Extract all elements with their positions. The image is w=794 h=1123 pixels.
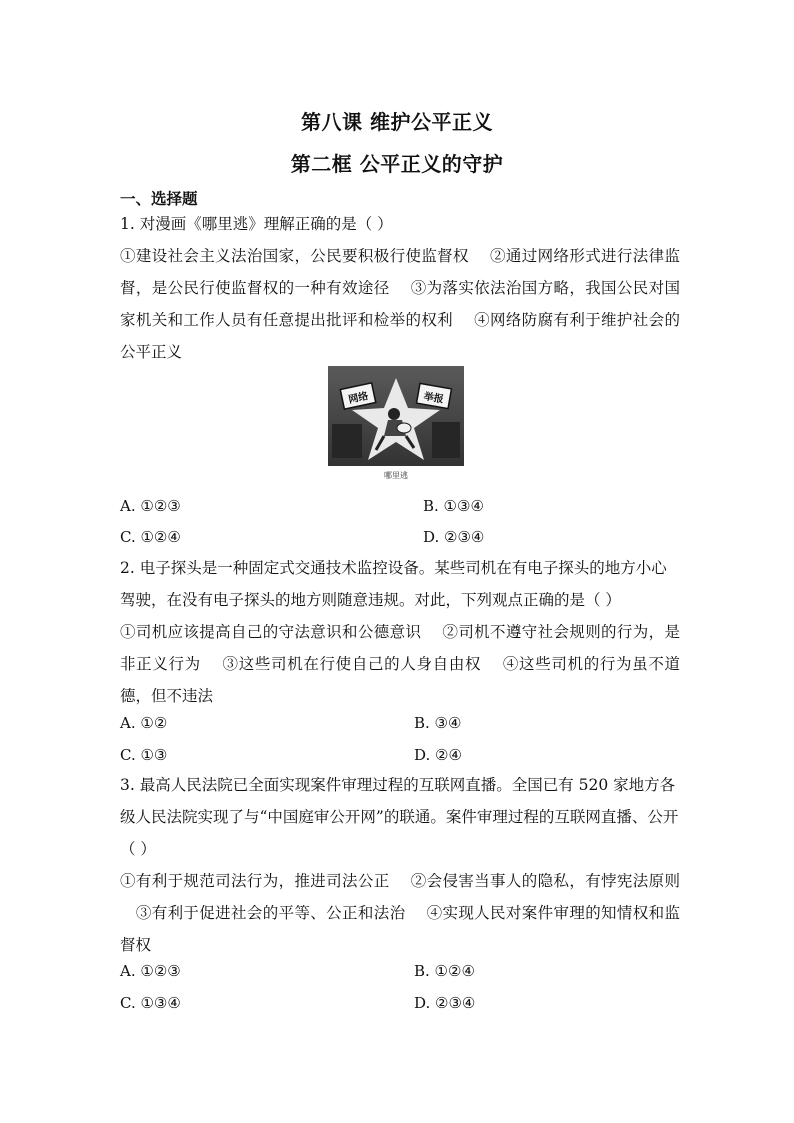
question-2-option-a[interactable]: A. ①② [120, 714, 168, 732]
cartoon-right-sign: 举报 [422, 391, 445, 406]
question-1-statements: ①建设社会主义法治国家，公民要积极行使监督权 ②通过网络形式进行法律监督，是公民行使监督权的一种有效途径 ③为落实依法治国方略，我国公民对国家机关和工作人员有任意提出批评和检举的权利 ④网络防腐有利于维护社会的公平正义 [120, 247, 680, 361]
question-1-option-d[interactable]: D. ②③④ [423, 528, 485, 546]
question-3-option-d[interactable]: D. ②③④ [414, 994, 476, 1012]
cartoon-image [328, 366, 464, 482]
question-1-option-c[interactable]: C. ①②④ [120, 528, 181, 546]
lesson-title: 第八课 维护公平正义 [301, 110, 493, 134]
question-2 [120, 552, 680, 712]
cartoon-caption: 哪里逃 [384, 471, 408, 480]
question-2-option-d[interactable]: D. ②④ [414, 746, 462, 764]
question-3-option-b[interactable]: B. ①②④ [414, 962, 475, 980]
question-1-option-b[interactable]: B. ①③④ [423, 497, 484, 515]
question-3-option-c[interactable]: C. ①③④ [120, 994, 181, 1012]
question-3-statements: ①有利于规范司法行为，推进司法公正 ②会侵害当事人的隐私，有悖宪法原则 ③有利于促进社会的平等、公正和法治 ④实现人民对案件审理的知情权和监督权 [120, 872, 680, 954]
question-3-option-a[interactable]: A. ①②③ [120, 962, 181, 980]
question-3 [120, 769, 680, 961]
question-2-stem: 2. 电子探头是一种固定式交通技术监控设备。某些司机在有电子探头的地方小心驾驶，在没有电子探头的地方则随意违规。对此，下列观点正确的是（ ） [120, 559, 667, 609]
section-title: 第二框 公平正义的守护 [290, 152, 504, 176]
question-1 [120, 208, 680, 368]
question-2-option-c[interactable]: C. ①③ [120, 746, 168, 764]
section-heading: 一、选择题 [120, 190, 198, 208]
question-3-stem: 3. 最高人民法院已全面实现案件审理过程的互联网直播。全国已有 520 家地方各级人民法院实现了与“中国庭审公开网”的联通。案件审理过程的互联网直播、公开（ ） [120, 776, 679, 858]
question-1-option-a[interactable]: A. ①②③ [120, 497, 181, 515]
question-1-stem: 1. 对漫画《哪里逃》理解正确的是（ ） [120, 215, 393, 233]
question-2-option-b[interactable]: B. ③④ [414, 714, 462, 732]
question-2-statements: ①司机应该提高自己的守法意识和公德意识 ②司机不遵守社会规则的行为，是非正义行为 ③这些司机在行使自己的人身自由权 ④这些司机的行为虽不道德，但不违法 [120, 623, 680, 705]
cartoon-left-sign: 网络 [347, 390, 370, 406]
